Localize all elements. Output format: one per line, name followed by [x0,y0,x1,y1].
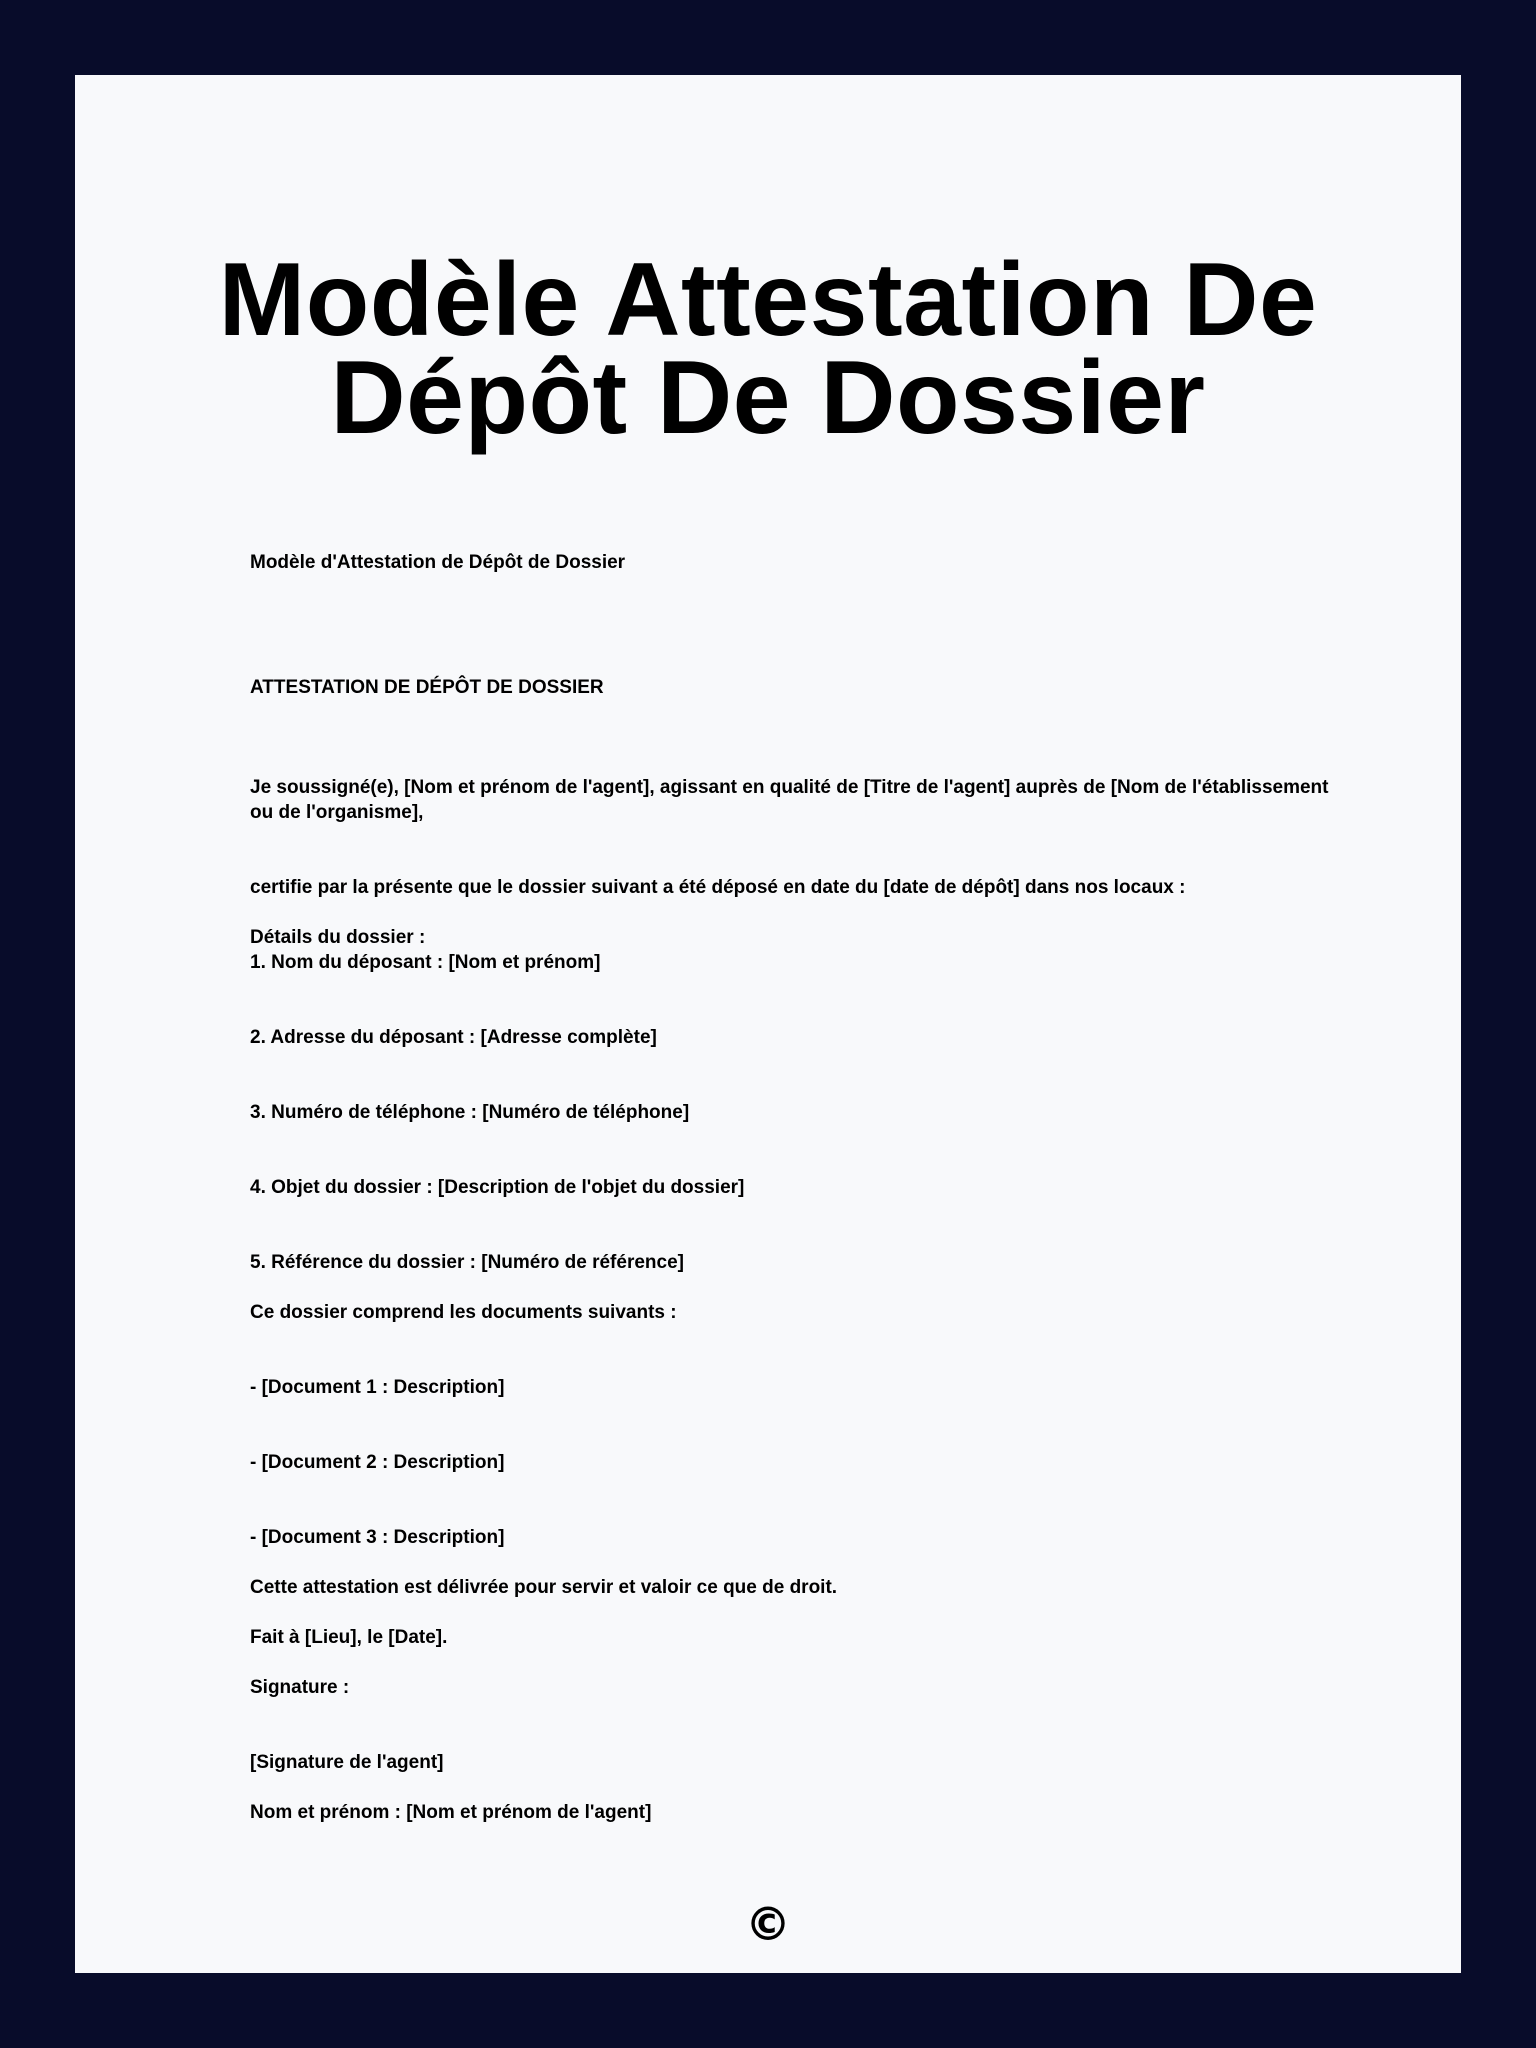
details-heading: Détails du dossier : [250,927,426,948]
detail-item: 2. Adresse du déposant : [Adresse complète] [250,1027,657,1048]
document-item: - [Document 3 : Description] [250,1527,505,1548]
intro-paragraph: Je soussigné(e), [Nom et prénom de l'agent], agissant en qualité de [Titre de l'agent] auprès de [Nom de l'établissement ou de l'organisme], [250,777,1334,823]
closing-paragraph: Cette attestation est délivrée pour servir et valoir ce que de droit. [250,1577,838,1598]
certify-paragraph: certifie par la présente que le dossier suivant a été déposé en date du [date de dépôt] dans nos locaux : [250,877,1186,898]
signature-label: Signature : [250,1677,350,1698]
detail-item: 4. Objet du dossier : [Description de l'objet du dossier] [250,1177,745,1198]
page-title: Modèle Attestation De Dépôt De Dossier [218,242,1318,456]
place-date-line: Fait à [Lieu], le [Date]. [250,1627,448,1648]
document-subtitle: Modèle d'Attestation de Dépôt de Dossier [250,552,626,573]
detail-item: 5. Référence du dossier : [Numéro de référence] [250,1252,684,1273]
detail-item: 1. Nom du déposant : [Nom et prénom] [250,952,601,973]
detail-item: 3. Numéro de téléphone : [Numéro de téléphone] [250,1102,690,1123]
document-item: - [Document 2 : Description] [250,1452,505,1473]
name-line: Nom et prénom : [Nom et prénom de l'agent] [250,1802,652,1823]
signature-placeholder: [Signature de l'agent] [250,1752,444,1773]
copyright-symbol: © [745,1897,791,1951]
document-item: - [Document 1 : Description] [250,1377,505,1398]
documents-intro: Ce dossier comprend les documents suivants : [250,1302,677,1323]
document-body [250,550,1334,1825]
document-page [75,75,1461,1973]
attestation-heading: ATTESTATION DE DÉPÔT DE DOSSIER [250,677,604,698]
